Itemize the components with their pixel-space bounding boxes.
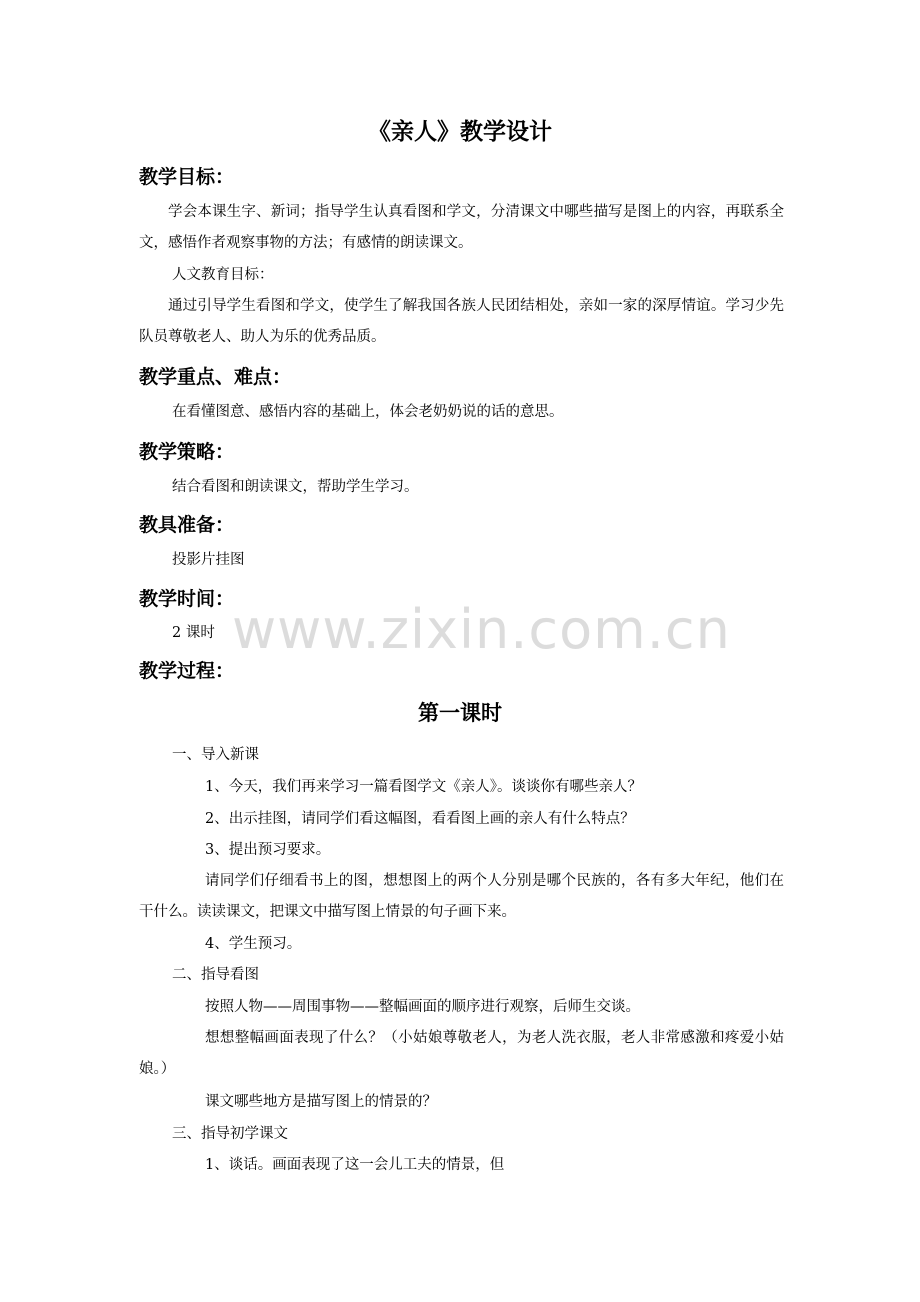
- part1-item3: 3、提出预习要求。: [205, 842, 331, 858]
- time-heading: 教学时间：: [139, 588, 235, 610]
- part1-item3-detail: 请同学们仔细看书上的图，想想图上的两个人分别是哪个民族的，各有多大年纪，他们在干什么。读读课文，把课文中描写图上情景的句子画下来。: [139, 873, 784, 920]
- lesson-title: 第一课时: [418, 701, 502, 725]
- materials-heading: 教具准备：: [139, 514, 235, 536]
- part2-text2: 想想整幅画面表现了什么？（小姑娘尊敬老人，为老人洗衣服，老人非常感激和疼爱小姑娘。）: [139, 1030, 784, 1077]
- watermark: www.zixin.com.cn: [232, 598, 731, 661]
- part3-item1: 1、谈话。画面表现了这一会儿工夫的情景，但: [205, 1157, 505, 1173]
- part1-item2: 2、出示挂图，请同学们看这幅图，看看图上画的亲人有什么特点？: [205, 811, 635, 827]
- part2-heading: 二、指导看图: [172, 967, 259, 983]
- objectives-paragraph: 学会本课生字、新词；指导学生认真看图和学文，分清课文中哪些描写是图上的内容，再联系全文，感悟作者观察事物的方法；有感情的朗读课文。: [139, 204, 784, 251]
- humanistic-objectives-label: 人文教育目标：: [172, 267, 274, 283]
- key-points-heading: 教学重点、难点：: [139, 366, 292, 388]
- strategy-text: 结合看图和朗读课文，帮助学生学习。: [172, 479, 419, 495]
- part1-item4: 4、学生预习。: [205, 936, 302, 952]
- materials-text: 投影片挂图: [172, 552, 245, 568]
- part1-item1: 1、今天，我们再来学习一篇看图学文《亲人》。谈谈你有哪些亲人？: [205, 779, 642, 795]
- part2-text3: 课文哪些地方是描写图上的情景的？: [205, 1094, 437, 1110]
- document-title: 《亲人》教学设计: [368, 119, 552, 145]
- key-points-text: 在看懂图意、感悟内容的基础上，体会老奶奶说的话的意思。: [172, 404, 564, 420]
- strategy-heading: 教学策略：: [139, 441, 235, 463]
- objectives-heading: 教学目标：: [139, 166, 235, 188]
- humanistic-objectives-paragraph: 通过引导学生看图和学文，使学生了解我国各族人民团结相处，亲如一家的深厚情谊。学习少先队员尊敬老人、助人为乐的优秀品质。: [139, 298, 784, 345]
- time-text: 2 课时: [172, 625, 215, 641]
- part3-heading: 三、指导初学课文: [172, 1126, 288, 1142]
- part1-heading: 一、导入新课: [172, 747, 259, 763]
- process-heading: 教学过程：: [139, 660, 235, 682]
- part2-text1: 按照人物——周围事物——整幅画面的顺序进行观察，后师生交谈。: [205, 999, 640, 1015]
